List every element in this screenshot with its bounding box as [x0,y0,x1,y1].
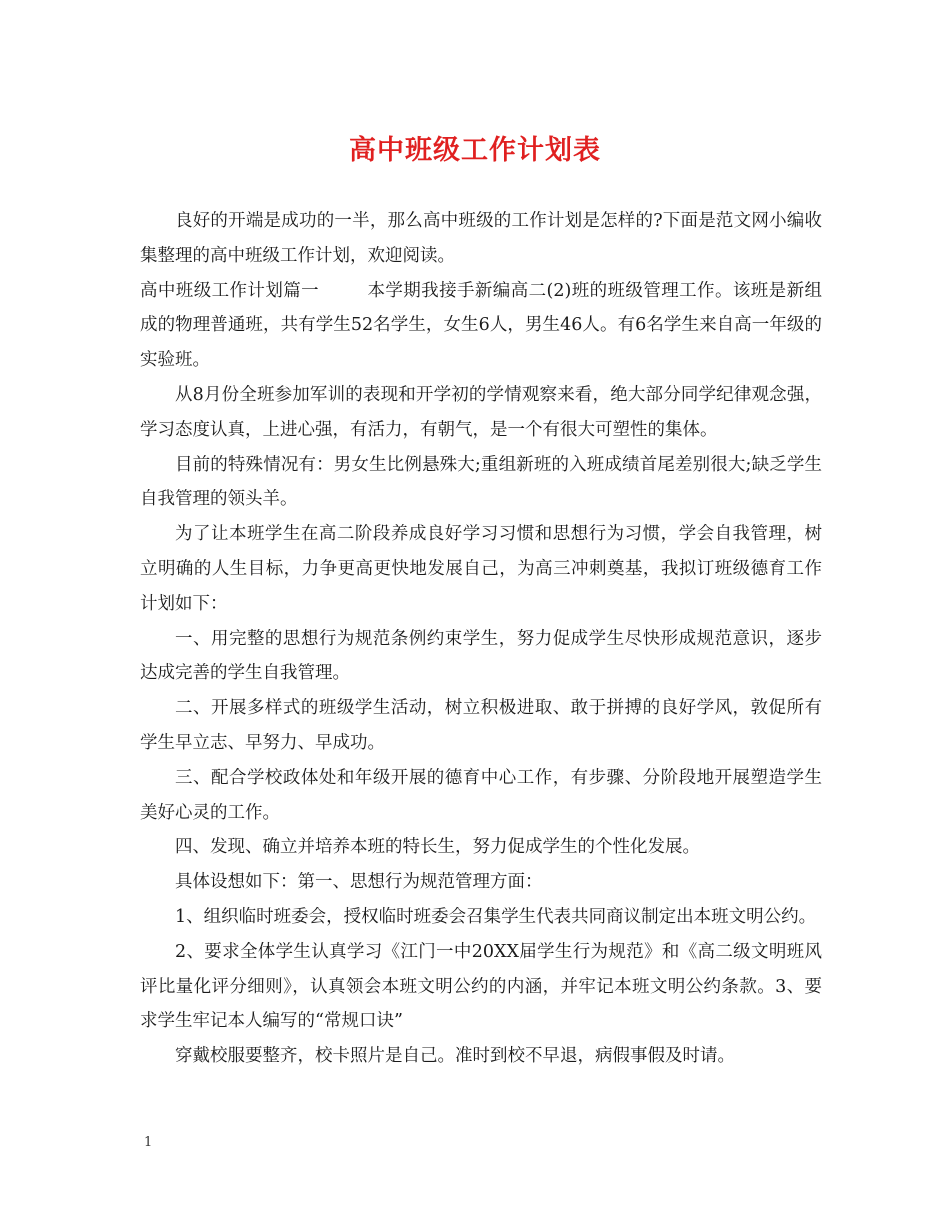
paragraph-item-four: 四、发现、确立并培养本班的特长生，努力促成学生的个性化发展。 [175,837,700,858]
paragraph-class-overview: 本学期我接手新编高二(2)班的班级管理工作。该班是新组成的物理普通班，共有学生52名学生，女生6人，男生46人。有6名学生来自高一年级的实验班。 [140,280,822,371]
paragraph-specific-ideas: 具体设想如下：第一、思想行为规范管理方面： [175,872,543,893]
document-body [140,204,822,1074]
paragraph-special-situation: 目前的特殊情况有：男女生比例悬殊大;重组新班的入班成绩首尾差别很大;缺乏学生自我管理的领头羊。 [140,454,822,510]
paragraph-military-training: 从8月份全班参加军训的表现和开学初的学情观察来看，绝大部分同学纪律观念强，学习态度认真，上进心强，有活力，有朝气，是一个有很大可塑性的集体。 [140,384,822,440]
paragraph-intro: 良好的开端是成功的一半，那么高中班级的工作计划是怎样的?下面是范文网小编收集整理的高中班级工作计划，欢迎阅读。 [140,211,822,266]
paragraph-rules-rhyme: 穿戴校服要整齐，校卡照片是自己。准时到校不早退，病假事假及时请。 [175,1046,735,1067]
paragraph-plan-purpose: 为了让本班学生在高二阶段养成良好学习习惯和思想行为习惯，学会自我管理，树立明确的人生目标，力争更高更快地发展自己，为高三冲刺奠基，我拟订班级德育工作计划如下： [140,524,822,614]
page-number: 1 [144,1135,153,1150]
document-title: 高中班级工作计划表 [349,135,601,166]
paragraph-section-one [140,274,822,378]
paragraph-item-two: 二、开展多样式的班级学生活动，树立积极进取、敢于拼搏的良好学风，敦促所有学生早立志、早努力、早成功。 [140,698,822,753]
paragraph-item-one: 一、用完整的思想行为规范条例约束学生，努力促成学生尽快形成规范意识，逐步达成完善的学生自我管理。 [140,628,822,684]
paragraph-step-one: 1、组织临时班委会，授权临时班委会召集学生代表共同商议制定出本班文明公约。 [175,906,817,927]
section-label: 高中班级工作计划篇一 [140,280,320,301]
paragraph-item-three: 三、配合学校政体处和年级开展的德育中心工作，有步骤、分阶段地开展塑造学生美好心灵的工作。 [140,767,822,823]
paragraph-step-two: 2、要求全体学生认真学习《江门一中20XX届学生行为规范》和《高二级文明班风评比量化评分细则》，认真领会本班文明公约的内涵，并牢记本班文明公约条款。3、要求学生牢记本人编写的“常规口诀” [140,941,822,1032]
